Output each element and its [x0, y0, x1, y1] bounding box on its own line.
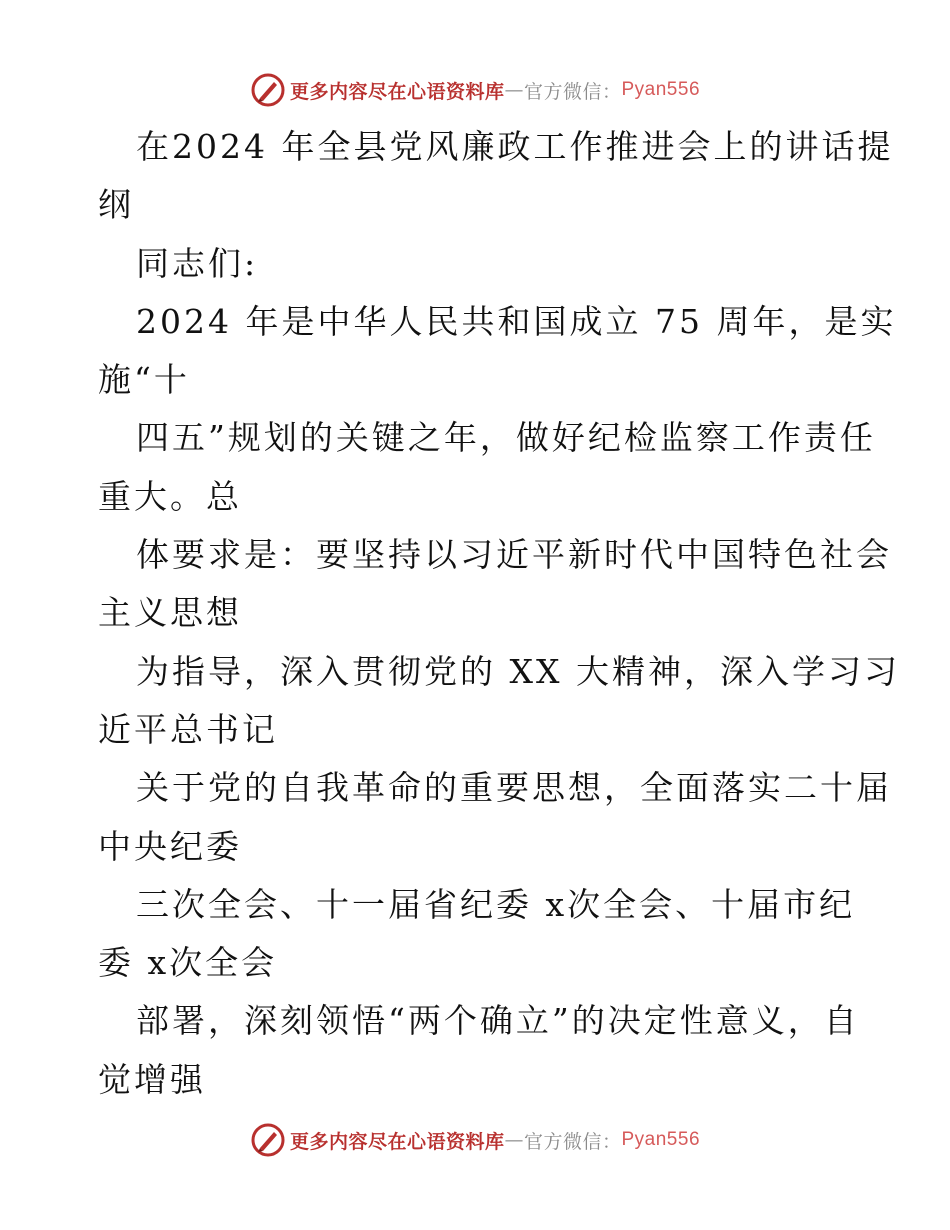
document-line: 三次全会、十一届省纪委 x次全会、十届市纪 — [136, 884, 856, 924]
watermark-brand: 更多内容尽在心语资料库 — [289, 1130, 505, 1153]
document-line: 关于党的自我革命的重要思想，全面落实二十届 — [136, 768, 892, 808]
document-line: 为指导，深入贯彻党的 XX 大精神，深入学习习 — [136, 651, 900, 691]
document-line: 部署，深刻领悟“两个确立”的决定性意义，自 — [136, 1001, 860, 1041]
watermark-dash: — — [504, 79, 524, 101]
document-line: 施“十 — [98, 360, 190, 400]
watermark-label: 官方微信： — [523, 1130, 622, 1153]
watermark-dash: — — [504, 1129, 524, 1151]
footer-watermark — [0, 1120, 950, 1160]
pen-logo-icon — [250, 72, 286, 108]
document-line: 委 x次全会 — [98, 943, 278, 983]
pen-logo-icon — [250, 1122, 286, 1158]
document-line: 在2024 年全县党风廉政工作推进会上的讲话提 — [136, 127, 894, 166]
document-line: 同志们: — [136, 243, 259, 283]
document-line: 体要求是：要坚持以习近平新时代中国特色社会 — [136, 535, 892, 575]
watermark-account: Pyan556 — [621, 79, 701, 100]
watermark-label: 官方微信： — [523, 80, 622, 103]
document-line: 近平总书记 — [98, 709, 278, 749]
document-line: 四五”规划的关键之年，做好纪检监察工作责任 — [136, 418, 876, 458]
watermark-brand: 更多内容尽在心语资料库 — [289, 80, 505, 103]
document-line: 主义思想 — [98, 593, 242, 633]
document-line: 中央纪委 — [98, 826, 242, 866]
header-watermark — [0, 70, 950, 110]
document-line: 觉增强 — [98, 1059, 206, 1099]
document-line: 纲 — [98, 185, 134, 225]
document-line: 重大。总 — [98, 476, 242, 516]
watermark-account: Pyan556 — [621, 1129, 701, 1150]
document-line: 2024 年是中华人民共和国成立 75 周年，是实 — [136, 301, 897, 341]
document-body — [98, 118, 900, 1109]
